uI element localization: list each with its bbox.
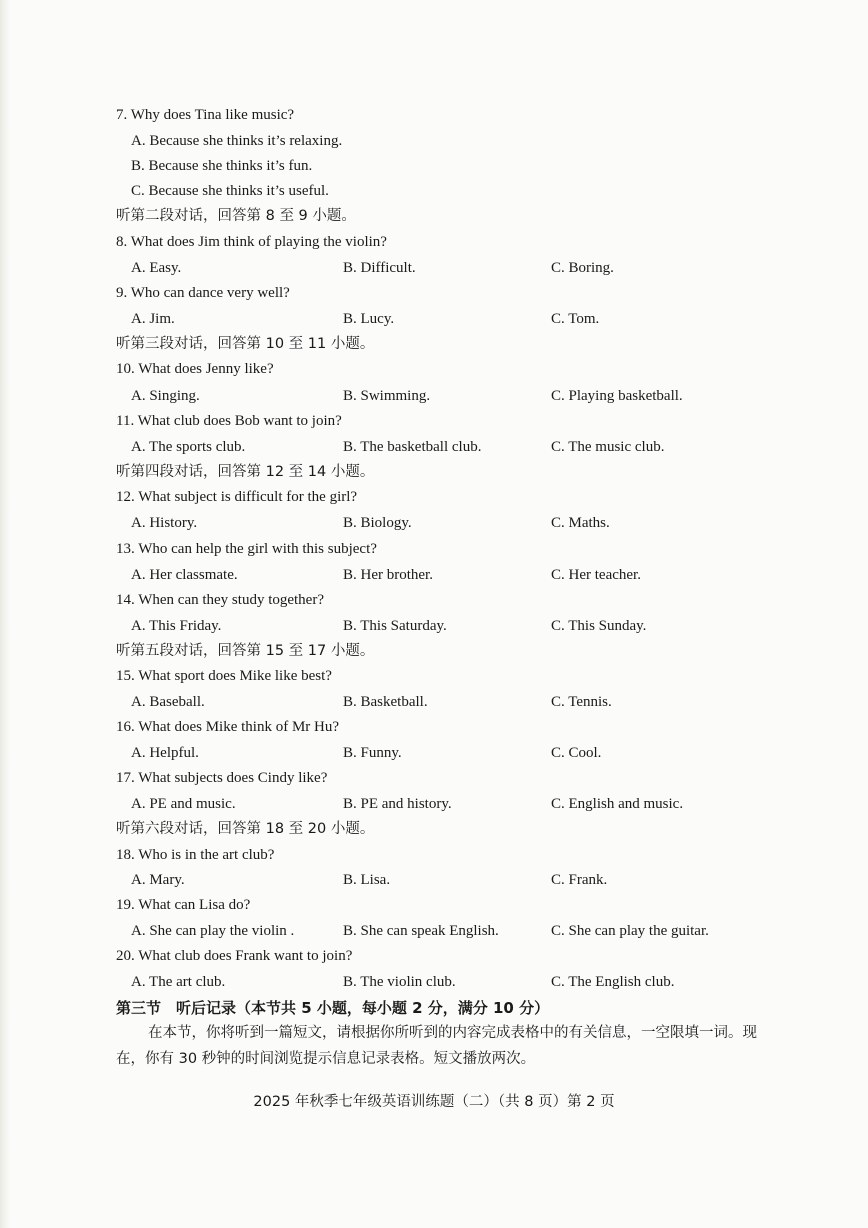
instruction-dialog-6: 听第六段对话，回答第 18 至 20 小题。 [116,821,375,837]
option-11a: A. The sports club. [131,439,246,455]
option-18b: B. Lisa. [343,872,391,888]
option-19a: A. She can play the violin . [131,923,295,939]
question-17: 17. What subjects does Cindy like? [116,770,328,786]
option-18a: A. Mary. [131,872,185,888]
question-18: 18. Who is in the art club? [116,847,275,863]
option-8a: A. Easy. [131,260,182,276]
question-10: 10. What does Jenny like? [116,361,274,377]
option-13c: C. Her teacher. [551,567,641,583]
option-13a: A. Her classmate. [131,567,238,583]
question-19: 19. What can Lisa do? [116,897,251,913]
option-10b: B. Swimming. [343,388,431,404]
option-17c: C. English and music. [551,796,684,812]
question-8: 8. What does Jim think of playing the violin? [116,234,387,250]
option-10c: C. Playing basketball. [551,388,683,404]
option-14c: C. This Sunday. [551,618,647,634]
option-15c: C. Tennis. [551,694,612,710]
option-7c: C. Because she thinks it’s useful. [131,183,329,199]
question-7: 7. Why does Tina like music? [116,107,295,123]
section-3-instructions: 在本节，你将听到一篇短文，请根据你所听到的内容完成表格中的有关信息，一空限填一词。现在，你有 30 秒钟的时间浏览提示信息记录表格。短文播放两次。 [116,1025,757,1067]
option-13b: B. Her brother. [343,567,433,583]
option-20b: B. The violin club. [343,974,456,990]
question-20: 20. What club does Frank want to join? [116,948,353,964]
option-20a: A. The art club. [131,974,226,990]
option-19c: C. She can play the guitar. [551,923,709,939]
scan-edge-shadow [0,0,10,1228]
option-15b: B. Basketball. [343,694,428,710]
option-9b: B. Lucy. [343,311,395,327]
option-15a: A. Baseball. [131,694,205,710]
option-9a: A. Jim. [131,311,175,327]
question-12: 12. What subject is difficult for the girl? [116,489,358,505]
question-13: 13. Who can help the girl with this subject? [116,541,377,557]
option-7b: B. Because she thinks it’s fun. [131,158,313,174]
question-11: 11. What club does Bob want to join? [116,413,342,429]
instruction-dialog-4: 听第四段对话，回答第 12 至 14 小题。 [116,464,375,480]
question-9: 9. Who can dance very well? [116,285,290,301]
option-12b: B. Biology. [343,515,412,531]
option-9c: C. Tom. [551,311,600,327]
section-3-title: 第三节 听后记录（本节共 5 小题，每小题 2 分，满分 10 分） [116,999,550,1017]
page-footer: 2025 年秋季七年级英语训练题（二）（共 8 页）第 2 页 [253,1094,615,1110]
option-16c: C. Cool. [551,745,602,761]
option-18c: C. Frank. [551,872,608,888]
option-19b: B. She can speak English. [343,923,499,939]
option-11b: B. The basketball club. [343,439,482,455]
question-16: 16. What does Mike think of Mr Hu? [116,719,340,735]
option-17b: B. PE and history. [343,796,452,812]
instruction-dialog-3: 听第三段对话，回答第 10 至 11 小题。 [116,336,375,352]
option-11c: C. The music club. [551,439,665,455]
question-14: 14. When can they study together? [116,592,324,608]
option-10a: A. Singing. [131,388,200,404]
option-8c: C. Boring. [551,260,614,276]
instruction-dialog-5: 听第五段对话，回答第 15 至 17 小题。 [116,643,375,659]
option-16a: A. Helpful. [131,745,199,761]
option-16b: B. Funny. [343,745,402,761]
option-14a: A. This Friday. [131,618,222,634]
question-15: 15. What sport does Mike like best? [116,668,332,684]
option-20c: C. The English club. [551,974,675,990]
option-8b: B. Difficult. [343,260,416,276]
option-12a: A. History. [131,515,198,531]
option-17a: A. PE and music. [131,796,236,812]
option-7a: A. Because she thinks it’s relaxing. [131,133,343,149]
option-12c: C. Maths. [551,515,610,531]
instruction-dialog-2: 听第二段对话，回答第 8 至 9 小题。 [116,208,356,224]
option-14b: B. This Saturday. [343,618,447,634]
